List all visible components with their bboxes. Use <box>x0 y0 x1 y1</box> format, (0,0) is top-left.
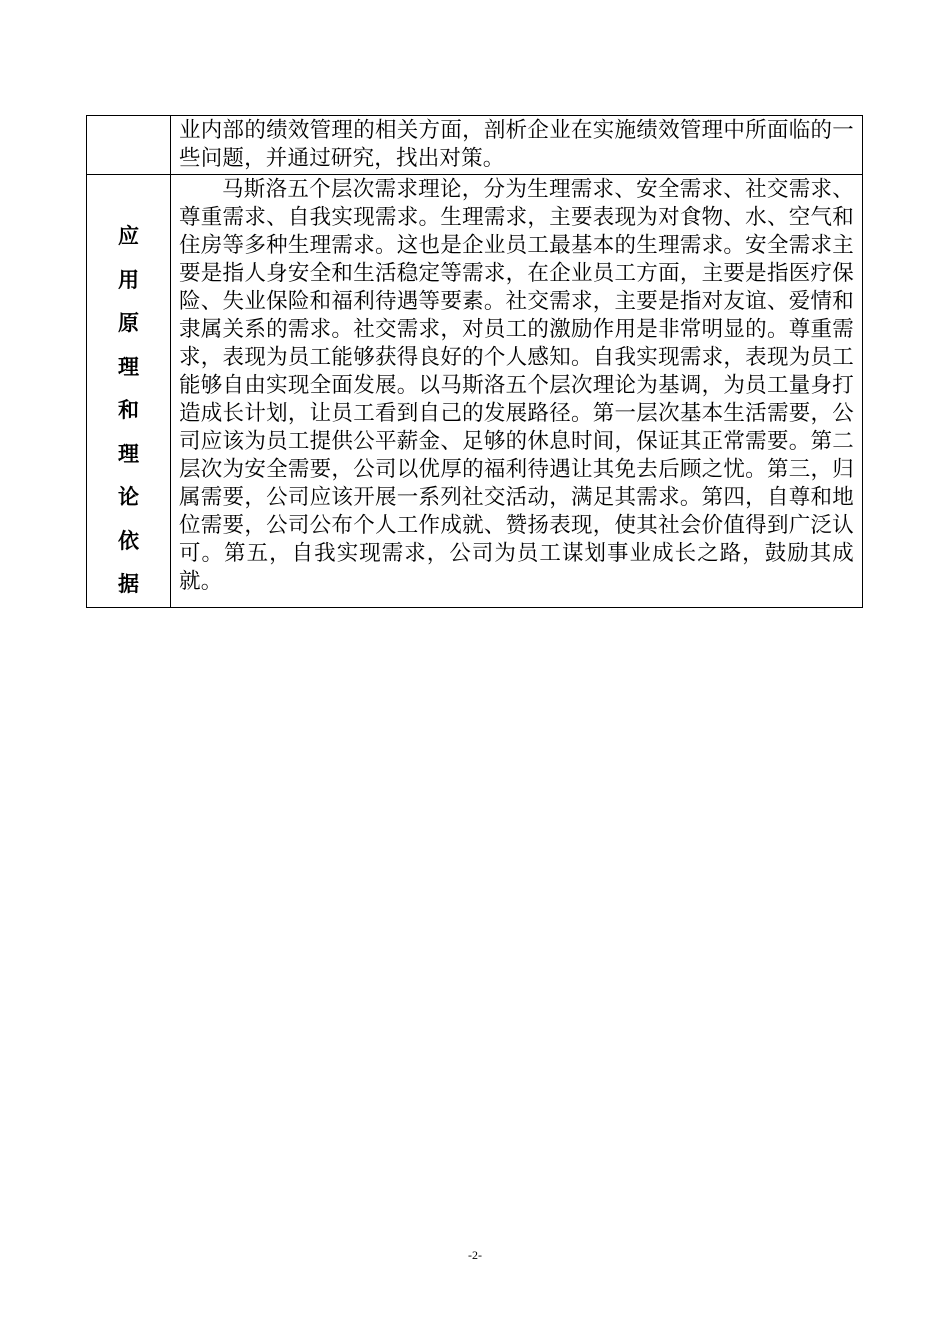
label-char: 理 <box>118 354 139 379</box>
label-char: 论 <box>118 485 139 509</box>
label-cell-empty <box>87 116 171 175</box>
table-row <box>87 116 863 175</box>
body-paragraph: 马斯洛五个层次需求理论，分为生理需求、安全需求、社交需求、尊重需求、自我实现需求。生理需求，主要表现为对食物、水、空气和住房等多种生理需求。这也是企业员工最基本的生理需求。安全需求主要是指人身安全和生活稳定等需求，在企业员工方面，主要是指医疗保险、失业保险和福利待遇等要素。社交需求，主要是指对友谊、爱情和隶属关系的需求。社交需求，对员工的激励作用是非常明显的。尊重需求，表现为员工能够获得良好的个人感知。自我实现需求，表现为员工能够自由实现全面发展。以马斯洛五个层次理论为基调，为员工量身打造成长计划，让员工看到自己的发展路径。第一层次基本生活需要，公司应该为员工提供公平薪金、足够的休息时间，保证其正常需要。第二层次为安全需要，公司以优厚的福利待遇让其免去后顾之忧。第三，归属需要，公司应该开展一系列社交活动，满足其需求。第四，自尊和地位需要，公司公布个人工作成就、赞扬表现，使其社会价值得到广泛认可。第五，自我实现需求，公司为员工谋划事业成长之路，鼓励其成就。 <box>179 177 854 594</box>
label-char: 应 <box>118 224 139 248</box>
document-table <box>86 115 863 608</box>
continuation-paragraph: 业内部的绩效管理的相关方面，剖析企业在实施绩效管理中所面临的一些问题，并通过研究，找出对策。 <box>179 118 854 171</box>
label-cell <box>87 175 171 608</box>
label-char: 和 <box>118 398 139 422</box>
label-char: 据 <box>118 572 139 596</box>
page-number: -2- <box>468 1248 482 1262</box>
vertical-label <box>87 175 170 607</box>
label-char: 用 <box>118 267 139 292</box>
text-cell <box>171 116 863 175</box>
text-cell <box>171 175 863 608</box>
label-char: 原 <box>118 311 139 335</box>
table-row <box>87 175 863 608</box>
label-char: 依 <box>118 528 139 553</box>
label-char: 理 <box>118 441 139 466</box>
